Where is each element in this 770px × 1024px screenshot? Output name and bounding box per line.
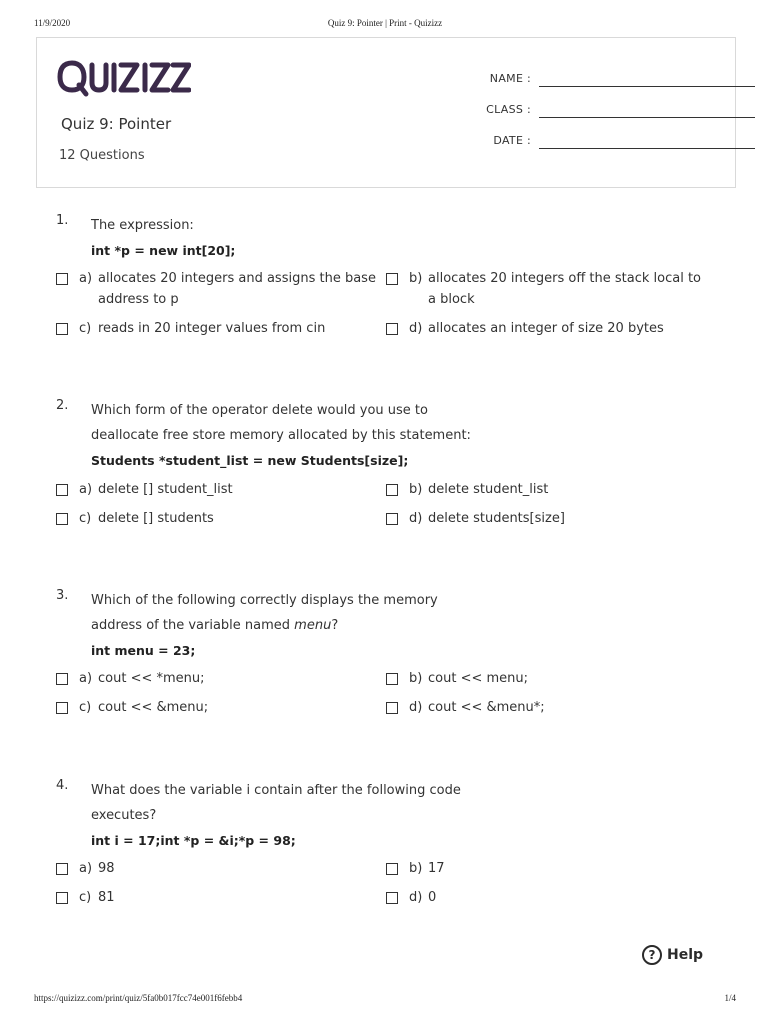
option-b[interactable] [386,668,711,689]
question-line: Which form of the operator delete would you use to [91,403,428,418]
option-a[interactable] [56,668,381,689]
question-number: 1. [56,213,69,228]
option-b[interactable] [386,858,711,879]
question-text [91,778,491,853]
option-letter: d) [409,700,423,715]
option-letter: c) [79,511,92,526]
name-line [539,86,755,87]
option-letter: a) [79,671,93,686]
question-line-prefix: address of the variable named [91,618,295,633]
name-field[interactable] [477,70,717,101]
page-number: 1/4 [724,993,736,1003]
option-d[interactable] [386,508,711,529]
option-a[interactable] [56,479,381,500]
student-info-fields [477,70,717,163]
question-code: Students *student_list = new Students[size]; [91,453,409,468]
option-text: 98 [98,861,115,876]
option-letter: a) [79,482,93,497]
print-footer [34,993,736,1007]
option-c[interactable] [56,887,381,908]
checkbox-icon[interactable] [386,484,398,496]
date-line [539,148,755,149]
option-text: delete student_list [428,482,549,497]
question-text [91,588,491,663]
checkbox-icon[interactable] [386,863,398,875]
option-text: allocates 20 integers and assigns the base address to p [98,271,376,307]
question-code: int i = 17;int *p = &i;*p = 98; [91,833,296,848]
option-c[interactable] [56,697,381,718]
option-letter: a) [79,271,93,286]
question-code: int menu = 23; [91,643,196,658]
print-title: Quiz 9: Pointer | Print - Quizizz [327,18,443,28]
option-text: cout << &menu; [98,700,209,715]
question-code: int *p = new int[20]; [91,243,236,258]
print-url: https://quizizz.com/print/quiz/5fa0b017fcc74e001f6febb4 [34,993,243,1003]
checkbox-icon[interactable] [56,892,68,904]
option-c[interactable] [56,508,381,529]
option-text: allocates 20 integers off the stack local to a block [428,271,702,307]
class-field[interactable] [477,101,717,132]
help-icon: ? [642,945,662,965]
option-text: delete students[size] [428,511,565,526]
option-text: cout << &menu*; [428,700,545,715]
checkbox-icon[interactable] [56,273,68,285]
class-line [539,117,755,118]
option-letter: b) [409,271,423,286]
checkbox-icon[interactable] [386,273,398,285]
option-a[interactable] [56,858,381,879]
option-b[interactable] [386,479,711,500]
option-text: 17 [428,861,445,876]
question-text [91,398,491,473]
option-a[interactable] [56,268,381,310]
checkbox-icon[interactable] [56,513,68,525]
quiz-title: Quiz 9: Pointer [61,115,172,133]
question-line: executes? [91,808,157,823]
option-d[interactable] [386,697,711,718]
option-letter: d) [409,511,423,526]
option-c[interactable] [56,318,381,339]
checkbox-icon[interactable] [386,513,398,525]
question-number: 4. [56,778,69,793]
checkbox-icon[interactable] [386,892,398,904]
question-number: 2. [56,398,69,413]
quizizz-logo [57,56,191,98]
option-letter: c) [79,321,92,336]
name-label: NAME : [489,72,531,85]
question-line: The expression: [91,218,194,233]
option-letter: d) [409,321,423,336]
class-label: CLASS : [486,103,531,116]
option-letter: c) [79,890,92,905]
option-letter: b) [409,861,423,876]
question-line: Which of the following correctly displays the memory [91,593,438,608]
checkbox-icon[interactable] [386,323,398,335]
option-letter: d) [409,890,423,905]
question-line-suffix: ? [331,618,339,633]
option-text: delete [] student_list [98,482,233,497]
checkbox-icon[interactable] [56,484,68,496]
option-letter: a) [79,861,93,876]
question-line: What does the variable i contain after the following code [91,783,461,798]
date-label: DATE : [493,134,531,147]
print-date: 11/9/2020 [34,18,71,28]
option-d[interactable] [386,318,711,339]
question-number: 3. [56,588,69,603]
option-text: allocates an integer of size 20 bytes [428,321,664,336]
option-text: cout << menu; [428,671,529,686]
option-text: delete [] students [98,511,214,526]
checkbox-icon[interactable] [56,702,68,714]
question-line [91,613,491,638]
option-letter: b) [409,482,423,497]
option-text: reads in 20 integer values from cin [98,321,326,336]
option-letter: b) [409,671,423,686]
checkbox-icon[interactable] [56,323,68,335]
question-line: deallocate free store memory allocated by this statement: [91,428,471,443]
question-text [91,213,491,263]
question-count: 12 Questions [59,148,145,163]
quiz-header-card [36,37,736,188]
option-text: 81 [98,890,115,905]
checkbox-icon[interactable] [56,863,68,875]
option-d[interactable] [386,887,711,908]
option-text: 0 [428,890,437,905]
option-b[interactable] [386,268,711,310]
help-label: Help [667,947,704,963]
checkbox-icon[interactable] [386,673,398,685]
variable-name: menu [294,618,332,633]
help-button[interactable] [642,944,703,966]
checkbox-icon[interactable] [56,673,68,685]
date-field[interactable] [477,132,717,163]
checkbox-icon[interactable] [386,702,398,714]
option-text: cout << *menu; [98,671,205,686]
print-header [34,18,736,32]
option-letter: c) [79,700,92,715]
